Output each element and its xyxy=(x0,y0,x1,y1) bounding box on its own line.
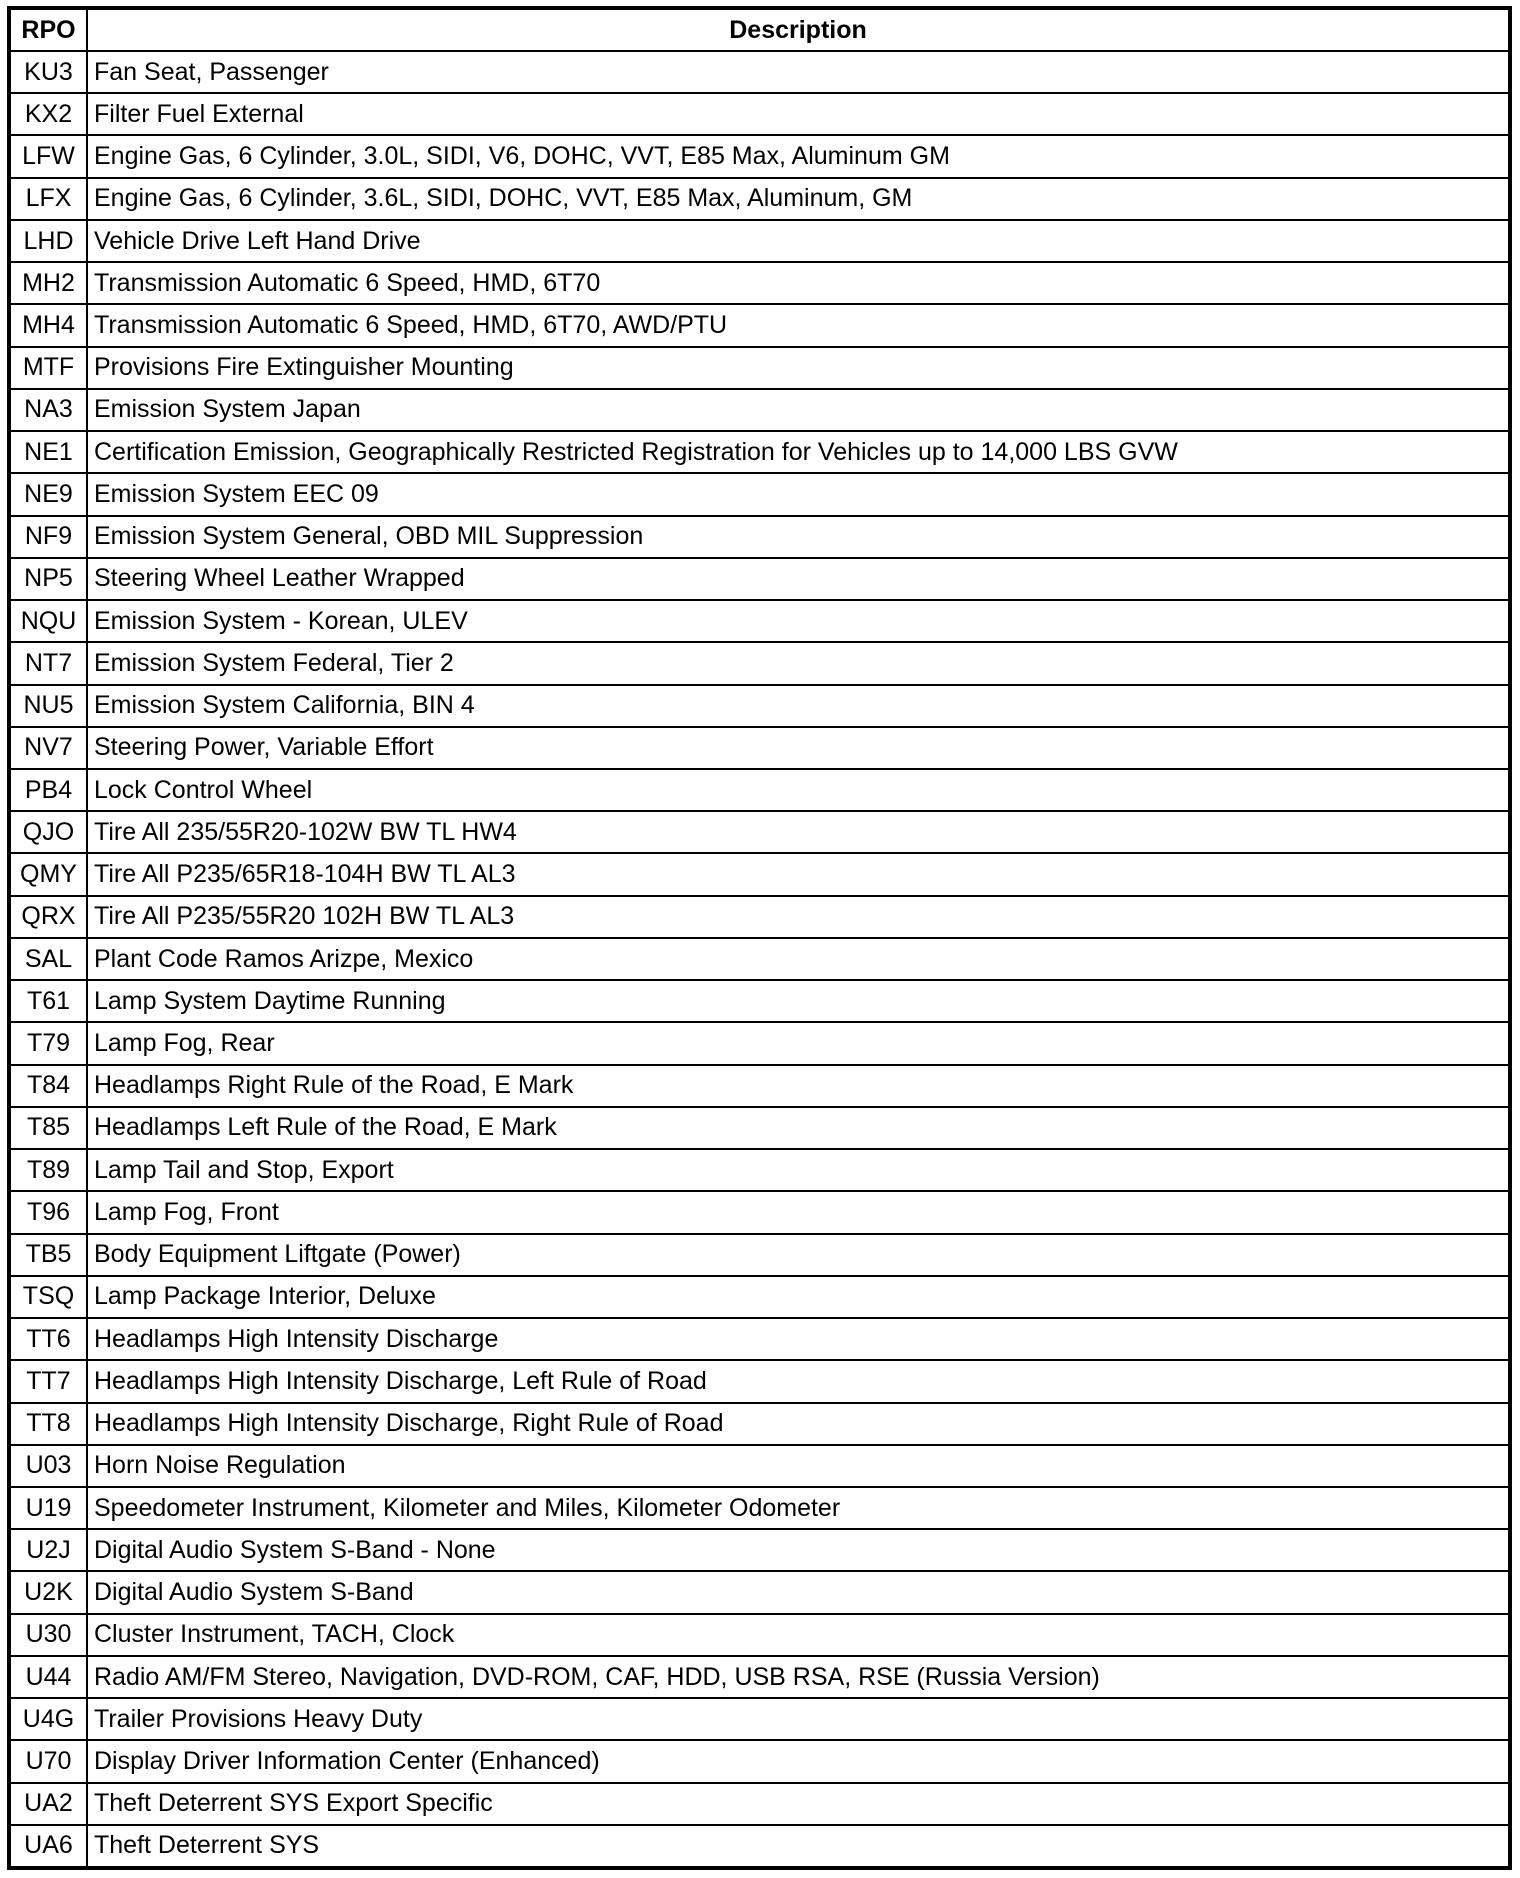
description-cell: Headlamps High Intensity Discharge xyxy=(87,1318,1508,1360)
description-cell: Headlamps Left Rule of the Road, E Mark xyxy=(87,1107,1508,1149)
table-row xyxy=(11,1318,1508,1360)
description-cell: Engine Gas, 6 Cylinder, 3.0L, SIDI, V6, DOHC, VVT, E85 Max, Aluminum GM xyxy=(87,135,1508,177)
description-cell: Lamp Tail and Stop, Export xyxy=(87,1149,1508,1191)
table-row xyxy=(11,811,1508,853)
description-cell: Tire All P235/65R18-104H BW TL AL3 xyxy=(87,853,1508,895)
table-row xyxy=(11,1740,1508,1782)
description-cell: Vehicle Drive Left Hand Drive xyxy=(87,220,1508,262)
description-cell: Theft Deterrent SYS xyxy=(87,1825,1508,1866)
description-cell: Emission System California, BIN 4 xyxy=(87,685,1508,727)
description-cell: Transmission Automatic 6 Speed, HMD, 6T70, AWD/PTU xyxy=(87,304,1508,346)
description-cell: Theft Deterrent SYS Export Specific xyxy=(87,1783,1508,1825)
description-cell: Emission System EEC 09 xyxy=(87,473,1508,515)
table-row xyxy=(11,769,1508,811)
rpo-code-cell: NA3 xyxy=(11,389,87,431)
table-row xyxy=(11,1276,1508,1318)
rpo-code-cell: T61 xyxy=(11,980,87,1022)
rpo-code-cell: NU5 xyxy=(11,685,87,727)
description-cell: Emission System Federal, Tier 2 xyxy=(87,642,1508,684)
rpo-code-cell: U2J xyxy=(11,1529,87,1571)
table-row xyxy=(11,1487,1508,1529)
rpo-code-cell: KX2 xyxy=(11,93,87,135)
description-cell: Display Driver Information Center (Enhanced) xyxy=(87,1740,1508,1782)
table-row xyxy=(11,1571,1508,1613)
table-row xyxy=(11,93,1508,135)
description-cell: Transmission Automatic 6 Speed, HMD, 6T70 xyxy=(87,262,1508,304)
description-cell: Tire All 235/55R20-102W BW TL HW4 xyxy=(87,811,1508,853)
table-row xyxy=(11,135,1508,177)
rpo-code-cell: TT6 xyxy=(11,1318,87,1360)
rpo-code-cell: KU3 xyxy=(11,51,87,93)
table-row xyxy=(11,558,1508,600)
rpo-code-cell: NP5 xyxy=(11,558,87,600)
description-cell: Radio AM/FM Stereo, Navigation, DVD-ROM, CAF, HDD, USB RSA, RSE (Russia Version) xyxy=(87,1656,1508,1698)
table-row xyxy=(11,1149,1508,1191)
table-row xyxy=(11,1022,1508,1064)
table-row xyxy=(11,1825,1508,1866)
table-row xyxy=(11,51,1508,93)
rpo-code-cell: MH2 xyxy=(11,262,87,304)
description-cell: Plant Code Ramos Arizpe, Mexico xyxy=(87,938,1508,980)
table-body xyxy=(11,51,1508,1866)
table-row xyxy=(11,1065,1508,1107)
rpo-table-container xyxy=(7,6,1512,1870)
table-row xyxy=(11,1360,1508,1402)
description-cell: Lamp Fog, Rear xyxy=(87,1022,1508,1064)
description-cell: Lamp System Daytime Running xyxy=(87,980,1508,1022)
rpo-code-cell: LFX xyxy=(11,178,87,220)
rpo-code-cell: NV7 xyxy=(11,727,87,769)
description-cell: Emission System General, OBD MIL Suppression xyxy=(87,516,1508,558)
table-row xyxy=(11,304,1508,346)
description-cell: Body Equipment Liftgate (Power) xyxy=(87,1234,1508,1276)
description-cell: Tire All P235/55R20 102H BW TL AL3 xyxy=(87,896,1508,938)
table-row xyxy=(11,1783,1508,1825)
rpo-code-cell: U03 xyxy=(11,1445,87,1487)
rpo-code-cell: U70 xyxy=(11,1740,87,1782)
rpo-code-cell: NE9 xyxy=(11,473,87,515)
table-row xyxy=(11,1191,1508,1233)
table-row xyxy=(11,1656,1508,1698)
table-row xyxy=(11,389,1508,431)
table-row xyxy=(11,347,1508,389)
rpo-code-cell: T79 xyxy=(11,1022,87,1064)
rpo-code-cell: PB4 xyxy=(11,769,87,811)
description-cell: Emission System Japan xyxy=(87,389,1508,431)
rpo-code-cell: TT7 xyxy=(11,1360,87,1402)
table-row xyxy=(11,431,1508,473)
table-row xyxy=(11,1614,1508,1656)
table-row xyxy=(11,685,1508,727)
description-cell: Lamp Package Interior, Deluxe xyxy=(87,1276,1508,1318)
rpo-code-cell: U44 xyxy=(11,1656,87,1698)
rpo-code-cell: TSQ xyxy=(11,1276,87,1318)
table-row xyxy=(11,980,1508,1022)
table-row xyxy=(11,220,1508,262)
description-cell: Provisions Fire Extinguisher Mounting xyxy=(87,347,1508,389)
rpo-code-cell: NE1 xyxy=(11,431,87,473)
description-cell: Headlamps High Intensity Discharge, Left Rule of Road xyxy=(87,1360,1508,1402)
rpo-code-cell: T85 xyxy=(11,1107,87,1149)
description-cell: Steering Power, Variable Effort xyxy=(87,727,1508,769)
table-row xyxy=(11,896,1508,938)
table-row xyxy=(11,1107,1508,1149)
rpo-code-cell: T96 xyxy=(11,1191,87,1233)
table-row xyxy=(11,516,1508,558)
description-cell: Engine Gas, 6 Cylinder, 3.6L, SIDI, DOHC, VVT, E85 Max, Aluminum, GM xyxy=(87,178,1508,220)
description-cell: Lamp Fog, Front xyxy=(87,1191,1508,1233)
rpo-code-cell: U30 xyxy=(11,1614,87,1656)
description-cell: Fan Seat, Passenger xyxy=(87,51,1508,93)
table-row xyxy=(11,642,1508,684)
rpo-code-cell: TB5 xyxy=(11,1234,87,1276)
rpo-code-cell: T84 xyxy=(11,1065,87,1107)
description-cell: Cluster Instrument, TACH, Clock xyxy=(87,1614,1508,1656)
table-row xyxy=(11,178,1508,220)
table-row xyxy=(11,473,1508,515)
rpo-code-cell: U2K xyxy=(11,1571,87,1613)
description-cell: Speedometer Instrument, Kilometer and Miles, Kilometer Odometer xyxy=(87,1487,1508,1529)
rpo-code-cell: QJO xyxy=(11,811,87,853)
description-cell: Lock Control Wheel xyxy=(87,769,1508,811)
table-row xyxy=(11,853,1508,895)
rpo-code-cell: NQU xyxy=(11,600,87,642)
description-cell: Emission System - Korean, ULEV xyxy=(87,600,1508,642)
table-header-row xyxy=(11,10,1508,51)
table-row xyxy=(11,727,1508,769)
description-cell: Headlamps Right Rule of the Road, E Mark xyxy=(87,1065,1508,1107)
rpo-column-header: RPO xyxy=(11,10,87,51)
description-column-header: Description xyxy=(87,10,1508,51)
description-cell: Digital Audio System S-Band xyxy=(87,1571,1508,1613)
table-row xyxy=(11,262,1508,304)
rpo-code-cell: T89 xyxy=(11,1149,87,1191)
table-row xyxy=(11,1403,1508,1445)
rpo-code-cell: NF9 xyxy=(11,516,87,558)
rpo-code-cell: NT7 xyxy=(11,642,87,684)
rpo-code-cell: UA6 xyxy=(11,1825,87,1866)
rpo-code-cell: MH4 xyxy=(11,304,87,346)
rpo-code-cell: UA2 xyxy=(11,1783,87,1825)
description-cell: Steering Wheel Leather Wrapped xyxy=(87,558,1508,600)
description-cell: Certification Emission, Geographically Restricted Registration for Vehicles up to 14,000 LBS GVW xyxy=(87,431,1508,473)
rpo-code-cell: U4G xyxy=(11,1698,87,1740)
description-cell: Horn Noise Regulation xyxy=(87,1445,1508,1487)
rpo-table xyxy=(11,10,1508,1866)
description-cell: Digital Audio System S-Band - None xyxy=(87,1529,1508,1571)
table-row xyxy=(11,1445,1508,1487)
table-row xyxy=(11,1234,1508,1276)
rpo-code-cell: QMY xyxy=(11,853,87,895)
rpo-code-cell: QRX xyxy=(11,896,87,938)
table-row xyxy=(11,1698,1508,1740)
rpo-code-cell: LFW xyxy=(11,135,87,177)
description-cell: Filter Fuel External xyxy=(87,93,1508,135)
rpo-code-cell: U19 xyxy=(11,1487,87,1529)
table-row xyxy=(11,1529,1508,1571)
rpo-code-cell: SAL xyxy=(11,938,87,980)
description-cell: Headlamps High Intensity Discharge, Right Rule of Road xyxy=(87,1403,1508,1445)
rpo-code-cell: TT8 xyxy=(11,1403,87,1445)
rpo-code-cell: MTF xyxy=(11,347,87,389)
table-row xyxy=(11,938,1508,980)
rpo-code-cell: LHD xyxy=(11,220,87,262)
table-row xyxy=(11,600,1508,642)
description-cell: Trailer Provisions Heavy Duty xyxy=(87,1698,1508,1740)
